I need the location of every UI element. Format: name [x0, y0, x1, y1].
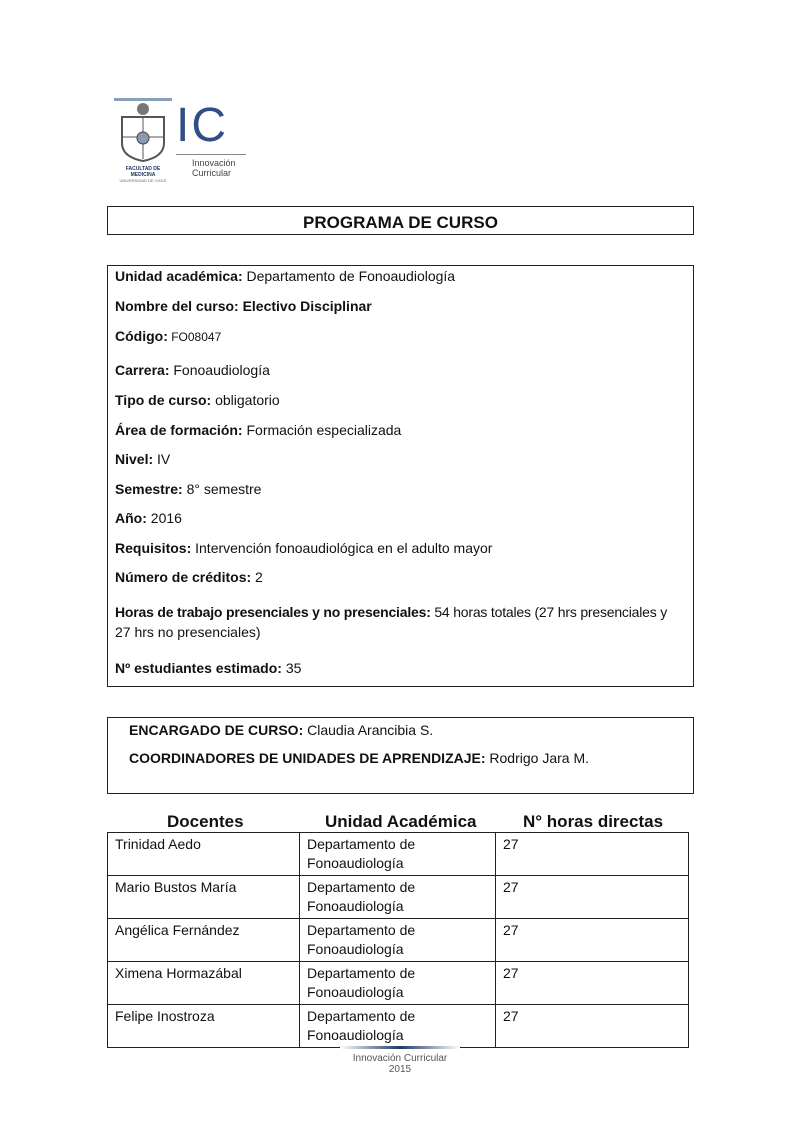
header-horas: N° horas directas	[523, 812, 664, 831]
horas-cell: 27	[496, 919, 689, 962]
field-area: Área de formación: Formación especializada	[115, 422, 402, 438]
university-name: UNIVERSIDAD DE CHILE	[119, 178, 167, 183]
docente-cell: Mario Bustos María	[108, 876, 300, 919]
table-row	[108, 876, 689, 919]
field-creditos: Número de créditos: 2	[115, 569, 263, 585]
page-title: PROGRAMA DE CURSO	[303, 213, 498, 232]
table-row	[108, 1005, 689, 1048]
field-nivel: Nivel: IV	[115, 451, 171, 467]
docente-cell: Felipe Inostroza	[108, 1005, 300, 1048]
header-unidad: Unidad Académica	[325, 812, 477, 831]
horas-cell: 27	[496, 962, 689, 1005]
title-box	[107, 206, 694, 235]
ic-mark: IC	[176, 99, 228, 152]
encargado: ENCARGADO DE CURSO: Claudia Arancibia S.	[129, 722, 434, 738]
horas-cell: 27	[496, 833, 689, 876]
field-carrera: Carrera: Fonoaudiología	[115, 362, 270, 378]
footer-line2: 2015	[388, 1064, 412, 1075]
crest-icon	[114, 101, 172, 163]
ic-logo	[176, 100, 246, 178]
field-tipo: Tipo de curso: obligatorio	[115, 392, 280, 408]
docente-cell: Trinidad Aedo	[108, 833, 300, 876]
field-unidad: Unidad académica: Departamento de Fonoaudiología	[115, 268, 456, 284]
ic-line1: Innovación	[192, 158, 236, 168]
field-codigo: Código: FO08047	[115, 328, 222, 344]
field-horas: Horas de trabajo presenciales y no presenciales: 54 horas totales (27 hrs presenciales y	[115, 604, 668, 620]
footer-logo	[340, 1046, 460, 1075]
unidad-cell: Departamento de Fonoaudiología	[300, 1005, 496, 1048]
ic-line2: Curricular	[192, 168, 232, 178]
table-row	[108, 833, 689, 876]
faculty-logo	[114, 98, 172, 188]
coordinadores: COORDINADORES DE UNIDADES DE APRENDIZAJE: Rodrigo Jara M.	[129, 750, 589, 766]
docente-cell: Ximena Hormazábal	[108, 962, 300, 1005]
field-nombre: Nombre del curso: Electivo Disciplinar	[115, 298, 372, 314]
field-anio: Año: 2016	[115, 510, 182, 526]
table-row	[108, 919, 689, 962]
docentes-table	[107, 832, 689, 1048]
footer-line1: Innovación Curricular	[352, 1053, 448, 1064]
horas-cell: 27	[496, 1005, 689, 1048]
docente-cell: Angélica Fernández	[108, 919, 300, 962]
field-semestre: Semestre: 8° semestre	[115, 481, 262, 497]
field-horas-cont: 27 hrs no presenciales)	[115, 624, 261, 640]
unidad-cell: Departamento de Fonoaudiología	[300, 962, 496, 1005]
horas-cell: 27	[496, 876, 689, 919]
unidad-cell: Departamento de Fonoaudiología	[300, 833, 496, 876]
unidad-cell: Departamento de Fonoaudiología	[300, 876, 496, 919]
table-row	[108, 962, 689, 1005]
field-estudiantes: Nº estudiantes estimado: 35	[115, 660, 302, 676]
faculty-name: FACULTAD DE MEDICINA	[125, 166, 161, 178]
field-requisitos: Requisitos: Intervención fonoaudiológica en el adulto mayor	[115, 540, 493, 556]
unidad-cell: Departamento de Fonoaudiología	[300, 919, 496, 962]
header-docentes: Docentes	[167, 812, 244, 831]
